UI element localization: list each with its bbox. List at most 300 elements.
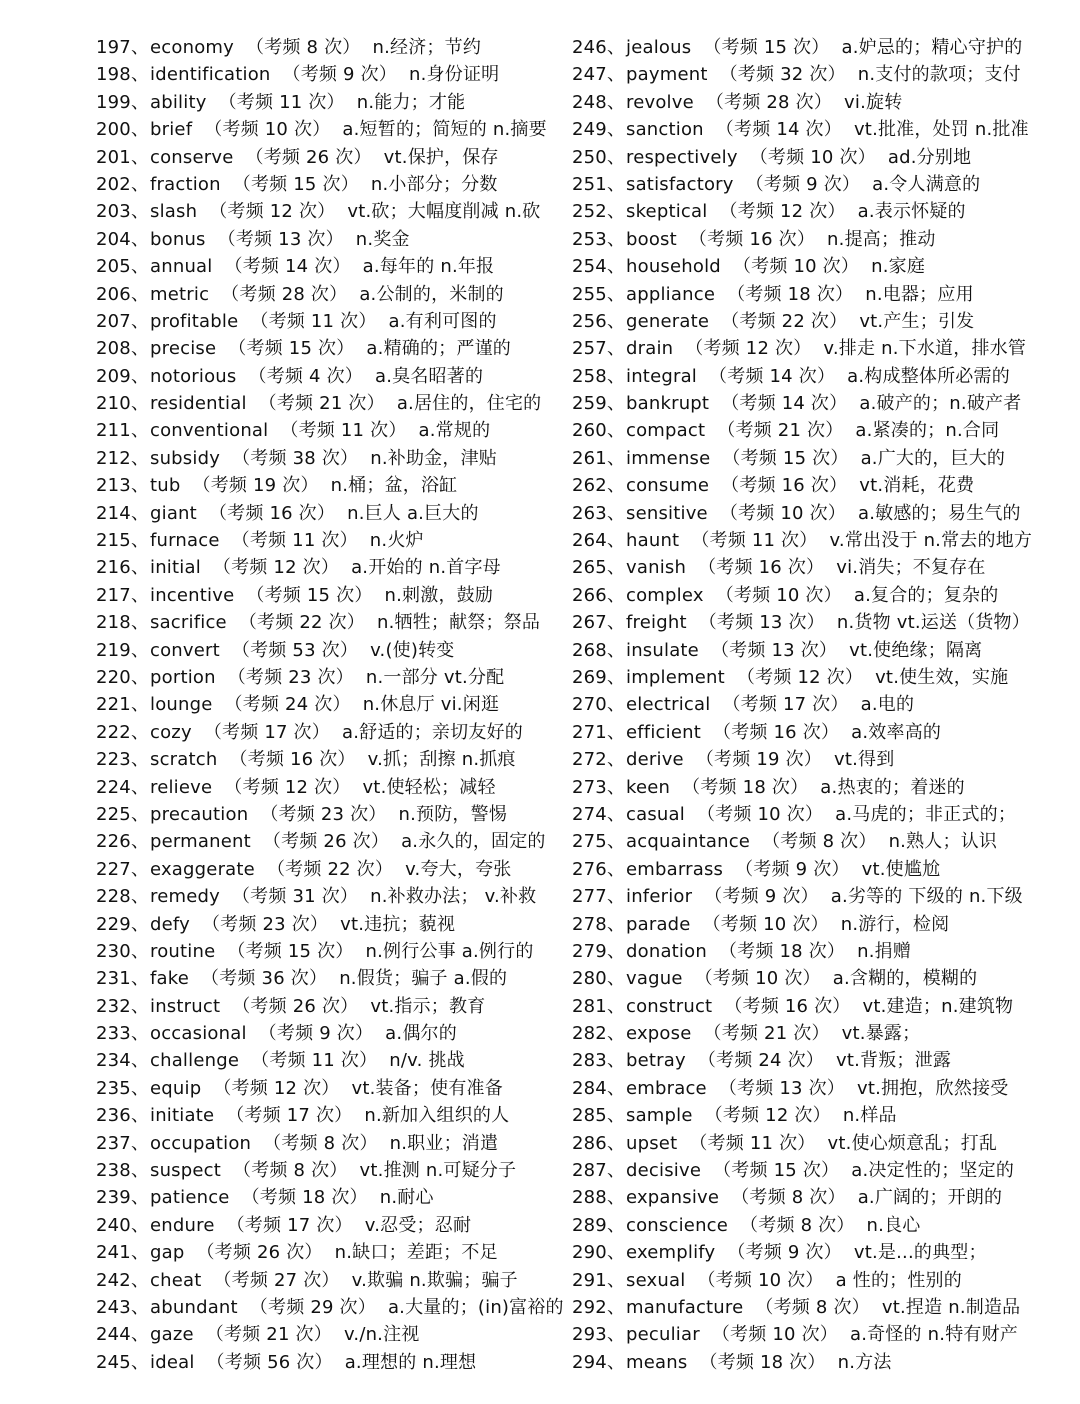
- entry-definition: a.含糊的，模糊的: [832, 968, 978, 990]
- entry-word: generate: [626, 310, 710, 332]
- entry-frequency: （考频 12 次）: [213, 1077, 340, 1099]
- entry-number: 262、: [572, 475, 626, 497]
- entry-definition: a.效率高的: [851, 721, 942, 743]
- entry-number: 230、: [96, 940, 150, 962]
- vocab-entry: [96, 1102, 566, 1129]
- vocab-entry: [572, 1020, 1042, 1047]
- entry-word: expose: [626, 1023, 692, 1045]
- entry-word: payment: [626, 64, 708, 86]
- entry-definition: vt.使尴尬: [861, 858, 941, 880]
- entry-frequency: （考频 16 次）: [208, 502, 336, 524]
- entry-number: 222、: [96, 721, 150, 743]
- entry-definition: a.舒适的；亲切友好的: [341, 721, 523, 743]
- vocab-entry: [572, 171, 1042, 198]
- entry-definition: a.理想的 n.理想: [344, 1351, 477, 1373]
- vocab-entry: [572, 281, 1042, 308]
- entry-definition: n.例行公事 a.例行的: [365, 940, 534, 962]
- entry-word: expansive: [626, 1187, 720, 1209]
- entry-word: giant: [150, 502, 197, 524]
- entry-word: conventional: [150, 420, 269, 442]
- entry-frequency: （考频 23 次）: [227, 666, 354, 688]
- entry-definition: v.欺骗 n.欺骗；骗子: [351, 1269, 518, 1291]
- entry-definition: vi.旋转: [844, 91, 903, 113]
- entry-word: drain: [626, 338, 674, 360]
- vocab-entry: [96, 34, 566, 61]
- entry-definition: v.夸大，夸张: [405, 858, 512, 880]
- entry-word: means: [626, 1351, 688, 1373]
- entry-word: haunt: [626, 530, 680, 552]
- entry-definition: a.有利可图的: [388, 310, 497, 332]
- entry-definition: vt.使轻松；减轻: [362, 776, 496, 798]
- entry-definition: a.马虎的；非正式的；: [835, 803, 1017, 825]
- entry-word: donation: [626, 940, 707, 962]
- entry-frequency: （考频 9 次）: [735, 858, 850, 880]
- vocab-entry: [572, 500, 1042, 527]
- entry-number: 258、: [572, 365, 626, 387]
- entry-word: routine: [150, 940, 216, 962]
- entry-word: peculiar: [626, 1324, 700, 1346]
- entry-definition: vt.使生效，实施: [875, 666, 1009, 688]
- entry-frequency: （考频 14 次）: [709, 365, 836, 387]
- entry-number: 260、: [572, 420, 626, 442]
- entry-number: 235、: [96, 1077, 150, 1099]
- entry-number: 287、: [572, 1160, 626, 1182]
- entry-number: 200、: [96, 119, 150, 141]
- entry-definition: n.熟人；认识: [888, 831, 998, 853]
- entry-frequency: （考频 15 次）: [703, 37, 830, 58]
- entry-number: 289、: [572, 1214, 626, 1236]
- entry-word: notorious: [150, 365, 237, 387]
- entry-definition: n.缺口；差距；不足: [334, 1242, 498, 1264]
- entry-word: permanent: [150, 831, 251, 853]
- entry-frequency: （考频 13 次）: [710, 639, 838, 661]
- entry-number: 257、: [572, 338, 626, 360]
- vocab-entry: [96, 500, 566, 527]
- vocab-entry: [572, 801, 1042, 828]
- entry-definition: v.抓；刮擦 n.抓痕: [367, 749, 516, 771]
- entry-number: 265、: [572, 557, 626, 579]
- vocab-entry: [96, 1047, 566, 1074]
- entry-number: 205、: [96, 256, 150, 278]
- entry-word: freight: [626, 612, 687, 634]
- entry-definition: a.决定性的；坚定的: [851, 1160, 1015, 1182]
- vocab-entry: [96, 1212, 566, 1239]
- entry-definition: n.桶；盆，浴缸: [330, 475, 458, 497]
- vocab-entry: [96, 911, 566, 938]
- entry-word: vague: [626, 968, 683, 990]
- entry-number: 248、: [572, 91, 626, 113]
- vocab-entry: [572, 993, 1042, 1020]
- entry-definition: n.预防，警惕: [398, 803, 508, 825]
- entry-definition: vt.建造；n.建筑物: [862, 995, 1014, 1017]
- entry-frequency: （考频 21 次）: [205, 1324, 332, 1346]
- entry-number: 199、: [96, 91, 150, 113]
- entry-word: inferior: [626, 886, 693, 908]
- entry-word: conserve: [150, 146, 234, 168]
- entry-definition: v.常出没于 n.常去的地方: [829, 530, 1033, 552]
- entry-definition: a.居住的，住宅的: [396, 393, 542, 415]
- vocab-entry: [572, 1157, 1042, 1184]
- entry-word: skeptical: [626, 201, 708, 223]
- entry-frequency: （考频 15 次）: [722, 447, 849, 469]
- vocab-entry: [572, 335, 1042, 362]
- entry-frequency: （考频 56 次）: [206, 1351, 333, 1373]
- vocab-entry: [572, 1075, 1042, 1102]
- vocab-entry: [96, 390, 566, 417]
- entry-word: integral: [626, 365, 697, 387]
- entry-definition: n.补助金，津贴: [370, 447, 497, 469]
- entry-word: bankrupt: [626, 393, 710, 415]
- entry-definition: n.捐赠: [857, 940, 912, 962]
- vocab-entry: [572, 116, 1042, 143]
- entry-frequency: （考频 10 次）: [697, 1269, 824, 1291]
- entry-number: 290、: [572, 1242, 626, 1264]
- vocab-entry: [572, 1321, 1042, 1348]
- entry-frequency: （考频 12 次）: [736, 666, 864, 688]
- entry-word: relieve: [150, 776, 213, 798]
- entry-definition: n.经济；节约: [372, 37, 482, 58]
- entry-number: 254、: [572, 256, 626, 278]
- entry-frequency: （考频 16 次）: [688, 228, 816, 250]
- entry-word: vanish: [626, 557, 687, 579]
- entry-number: 266、: [572, 584, 626, 606]
- entry-word: betray: [626, 1050, 686, 1072]
- entry-number: 253、: [572, 228, 626, 250]
- entry-number: 207、: [96, 310, 150, 332]
- entry-frequency: （考频 13 次）: [217, 228, 344, 250]
- entry-number: 239、: [96, 1187, 150, 1209]
- vocab-entry: [96, 253, 566, 280]
- entry-definition: vi.消失；不复存在: [836, 557, 986, 579]
- entry-definition: n.身份证明: [409, 64, 500, 86]
- vocab-entry: [96, 719, 566, 746]
- entry-definition: n.良心: [866, 1214, 921, 1236]
- entry-frequency: （考频 19 次）: [695, 749, 822, 771]
- entry-frequency: （考频 11 次）: [689, 1132, 816, 1154]
- vocab-entry: [96, 1294, 566, 1321]
- entry-definition: a.表示怀疑的: [857, 201, 966, 223]
- entry-number: 209、: [96, 365, 150, 387]
- vocab-entry: [96, 1321, 566, 1348]
- entry-definition: a.每年的 n.年报: [362, 256, 495, 278]
- vocab-entry: [96, 472, 566, 499]
- entry-definition: n.游行，检阅: [840, 913, 950, 935]
- vocab-entry: [572, 883, 1042, 910]
- vocab-entry: [572, 938, 1042, 965]
- entry-frequency: （考频 11 次）: [251, 1050, 378, 1072]
- vocab-entry: [96, 828, 566, 855]
- entry-word: respectively: [626, 146, 738, 168]
- entry-frequency: （考频 8 次）: [731, 1187, 846, 1209]
- entry-frequency: （考频 18 次）: [241, 1187, 368, 1209]
- vocab-entry: [96, 308, 566, 335]
- vocab-entry: [572, 965, 1042, 992]
- entry-definition: n.方法: [837, 1351, 892, 1373]
- entry-definition: a.臭名昭著的: [375, 365, 484, 387]
- entry-number: 264、: [572, 530, 626, 552]
- entry-number: 245、: [96, 1351, 150, 1373]
- vocab-entry: [96, 691, 566, 718]
- entry-number: 231、: [96, 968, 150, 990]
- vocab-entry: [572, 719, 1042, 746]
- entry-definition: ad.分别地: [887, 146, 972, 168]
- vocab-entry: [96, 965, 566, 992]
- entry-word: insulate: [626, 639, 699, 661]
- entry-frequency: （考频 24 次）: [224, 694, 351, 716]
- vocab-entry: [96, 417, 566, 444]
- entry-word: household: [626, 256, 721, 278]
- entry-number: 278、: [572, 913, 626, 935]
- entry-frequency: （考频 16 次）: [229, 749, 356, 771]
- entry-definition: a.短暂的；简短的 n.摘要: [342, 119, 547, 141]
- entry-definition: a.妒忌的；精心守护的: [841, 37, 1023, 58]
- entry-word: suspect: [150, 1160, 222, 1182]
- vocab-entry: [96, 171, 566, 198]
- entry-word: subsidy: [150, 447, 221, 469]
- entry-word: conscience: [626, 1214, 729, 1236]
- entry-number: 284、: [572, 1077, 626, 1099]
- entry-number: 294、: [572, 1351, 626, 1373]
- vocab-entry: [572, 1212, 1042, 1239]
- entry-frequency: （考频 8 次）: [740, 1214, 855, 1236]
- entry-frequency: （考频 10 次）: [719, 502, 846, 524]
- entry-number: 255、: [572, 283, 626, 305]
- entry-word: sanction: [626, 119, 704, 141]
- entry-frequency: （考频 27 次）: [213, 1269, 340, 1291]
- entry-definition: vt.产生；引发: [859, 310, 975, 332]
- entry-word: keen: [626, 776, 671, 798]
- vocab-entry: [572, 582, 1042, 609]
- entry-definition: n/v. 挑战: [389, 1050, 465, 1072]
- entry-number: 223、: [96, 749, 150, 771]
- vocab-entry: [96, 637, 566, 664]
- vocab-entry: [572, 609, 1042, 636]
- entry-word: gaze: [150, 1324, 194, 1346]
- entry-number: 277、: [572, 886, 626, 908]
- entry-frequency: （考频 38 次）: [232, 447, 359, 469]
- entry-word: precise: [150, 338, 217, 360]
- entry-definition: a.常规的: [418, 420, 491, 442]
- entry-frequency: （考频 11 次）: [280, 420, 407, 442]
- entry-number: 220、: [96, 666, 150, 688]
- vocab-entry: [96, 609, 566, 636]
- entry-number: 244、: [96, 1324, 150, 1346]
- vocab-entry: [96, 1267, 566, 1294]
- entry-word: endure: [150, 1214, 215, 1236]
- entry-number: 232、: [96, 995, 150, 1017]
- entry-frequency: （考频 10 次）: [696, 803, 824, 825]
- entry-frequency: （考频 8 次）: [762, 831, 877, 853]
- vocab-entry: [96, 198, 566, 225]
- vocab-entry: [96, 363, 566, 390]
- vocab-entry: [96, 1157, 566, 1184]
- vocab-entry: [572, 746, 1042, 773]
- vocab-entry: [572, 226, 1042, 253]
- entry-word: remedy: [150, 886, 220, 908]
- vocab-entry: [572, 1349, 1042, 1376]
- entry-word: convert: [150, 639, 220, 661]
- entry-frequency: （考频 15 次）: [227, 940, 354, 962]
- vocab-entry: [572, 1130, 1042, 1157]
- entry-definition: a.偶尔的: [385, 1023, 457, 1045]
- vocab-entry: [96, 746, 566, 773]
- entry-frequency: （考频 17 次）: [226, 1105, 353, 1127]
- entry-word: efficient: [626, 721, 701, 743]
- vocab-entry: [572, 308, 1042, 335]
- entry-definition: a.构成整体所必需的: [847, 365, 1010, 387]
- entry-word: abundant: [150, 1296, 238, 1318]
- entry-number: 252、: [572, 201, 626, 223]
- vocab-entry: [96, 856, 566, 883]
- entry-frequency: （考频 21 次）: [717, 420, 844, 442]
- vocab-entry: [572, 554, 1042, 581]
- entry-definition: vt.装备；使有准备: [351, 1077, 503, 1099]
- entry-definition: vt.是...的典型；: [853, 1242, 987, 1264]
- entry-frequency: （考频 17 次）: [722, 694, 849, 716]
- entry-number: 243、: [96, 1296, 150, 1318]
- entry-number: 214、: [96, 502, 150, 524]
- entry-word: cheat: [150, 1269, 202, 1291]
- entry-frequency: （考频 21 次）: [703, 1023, 830, 1045]
- entry-word: consume: [626, 475, 710, 497]
- entry-frequency: （考频 18 次）: [718, 940, 846, 962]
- entry-frequency: （考频 16 次）: [698, 557, 825, 579]
- entry-frequency: （考频 14 次）: [224, 256, 351, 278]
- vocab-entry: [96, 664, 566, 691]
- vocab-entry: [572, 664, 1042, 691]
- entry-definition: n.小部分；分数: [370, 173, 498, 195]
- entry-word: revolve: [626, 91, 694, 113]
- entry-number: 242、: [96, 1269, 150, 1291]
- entry-definition: n.补救办法； v.补救: [370, 886, 537, 908]
- entry-definition: a.复合的；复杂的: [853, 584, 999, 606]
- entry-number: 282、: [572, 1023, 626, 1045]
- entry-frequency: （考频 23 次）: [260, 803, 387, 825]
- vocab-entry: [572, 144, 1042, 171]
- entry-word: fake: [150, 968, 190, 990]
- vocab-entry: [572, 198, 1042, 225]
- entry-number: 280、: [572, 968, 626, 990]
- entry-definition: n.牺牲；献祭；祭品: [376, 612, 541, 634]
- vocab-entry: [96, 554, 566, 581]
- entry-word: initiate: [150, 1105, 215, 1127]
- entry-frequency: （考频 12 次）: [685, 338, 812, 360]
- entry-frequency: （考频 11 次）: [691, 530, 818, 552]
- entry-definition: v./n.注视: [343, 1324, 420, 1346]
- entry-definition: v.(使)转变: [370, 639, 455, 661]
- entry-frequency: （考频 28 次）: [221, 283, 348, 305]
- entry-number: 285、: [572, 1105, 626, 1127]
- entry-number: 221、: [96, 694, 150, 716]
- entry-number: 263、: [572, 502, 626, 524]
- entry-number: 251、: [572, 173, 626, 195]
- entry-frequency: （考频 26 次）: [232, 995, 359, 1017]
- entry-frequency: （考频 12 次）: [704, 1105, 831, 1127]
- entry-word: acquaintance: [626, 831, 751, 853]
- entry-frequency: （考频 12 次）: [212, 557, 340, 579]
- entry-frequency: （考频 9 次）: [745, 173, 861, 195]
- entry-frequency: （考频 15 次）: [246, 584, 373, 606]
- entry-word: exaggerate: [150, 858, 255, 880]
- entry-definition: vt.违抗；藐视: [340, 913, 456, 935]
- entry-number: 275、: [572, 831, 626, 853]
- entry-definition: vt.砍；大幅度削减 n.砍: [347, 201, 541, 223]
- entry-frequency: （考频 9 次）: [258, 1023, 374, 1045]
- entry-definition: n.休息厅 vi.闲逛: [362, 694, 500, 716]
- entry-number: 197、: [96, 37, 150, 58]
- entry-frequency: （考频 18 次）: [699, 1351, 826, 1373]
- entry-number: 215、: [96, 530, 150, 552]
- entry-definition: n.假货；骗子 a.假的: [339, 968, 508, 990]
- entry-number: 225、: [96, 803, 150, 825]
- entry-word: electrical: [626, 694, 711, 716]
- entry-number: 216、: [96, 557, 150, 579]
- entry-number: 267、: [572, 612, 626, 634]
- vocab-entry: [572, 445, 1042, 472]
- entry-definition: a.广阔的；开朗的: [857, 1187, 1003, 1209]
- entry-definition: n.职业；消遣: [389, 1132, 499, 1154]
- entry-number: 234、: [96, 1050, 150, 1072]
- entry-frequency: （考频 16 次）: [721, 475, 848, 497]
- entry-frequency: （考频 24 次）: [697, 1050, 824, 1072]
- entry-number: 270、: [572, 694, 626, 716]
- right-column: [572, 34, 1042, 1376]
- vocab-entry: [572, 828, 1042, 855]
- entry-definition: vt.推测 n.可疑分子: [359, 1160, 517, 1182]
- entry-number: 219、: [96, 639, 150, 661]
- entry-word: tub: [150, 475, 181, 497]
- entry-word: derive: [626, 749, 684, 771]
- left-column: [96, 34, 566, 1376]
- entry-number: 240、: [96, 1214, 150, 1236]
- entry-frequency: （考频 14 次）: [721, 393, 848, 415]
- entry-frequency: （考频 32 次）: [719, 64, 846, 86]
- entry-word: manufacture: [626, 1296, 744, 1318]
- entry-word: fraction: [150, 173, 221, 195]
- entry-word: patience: [150, 1187, 230, 1209]
- entry-word: ideal: [150, 1351, 195, 1373]
- entry-word: decisive: [626, 1160, 702, 1182]
- entry-frequency: （考频 12 次）: [209, 201, 336, 223]
- entry-frequency: （考频 11 次）: [250, 310, 377, 332]
- entry-word: exemplify: [626, 1242, 716, 1264]
- entry-definition: a.精确的；严谨的: [366, 338, 511, 360]
- vocab-entry: [572, 363, 1042, 390]
- entry-definition: vt.消耗，花费: [859, 475, 975, 497]
- entry-number: 212、: [96, 447, 150, 469]
- entry-number: 229、: [96, 913, 150, 935]
- entry-frequency: （考频 26 次）: [262, 831, 390, 853]
- entry-definition: a.敏感的；易生气的: [857, 502, 1021, 524]
- entry-number: 283、: [572, 1050, 626, 1072]
- entry-frequency: （考频 10 次）: [732, 256, 860, 278]
- entry-definition: a.永久的，固定的: [401, 831, 546, 853]
- vocab-entry: [96, 89, 566, 116]
- entry-definition: a.广大的，巨大的: [860, 447, 1006, 469]
- entry-word: incentive: [150, 584, 235, 606]
- vocab-entry: [572, 417, 1042, 444]
- entry-frequency: （考频 10 次）: [702, 913, 829, 935]
- entry-word: sexual: [626, 1269, 686, 1291]
- entry-definition: vt.得到: [833, 749, 895, 771]
- entry-frequency: （考频 12 次）: [719, 201, 846, 223]
- vocab-entry: [96, 116, 566, 143]
- entry-word: sacrifice: [150, 612, 227, 634]
- entry-number: 218、: [96, 612, 150, 634]
- entry-number: 288、: [572, 1187, 626, 1209]
- entry-frequency: （考频 19 次）: [192, 475, 319, 497]
- entry-number: 247、: [572, 64, 626, 86]
